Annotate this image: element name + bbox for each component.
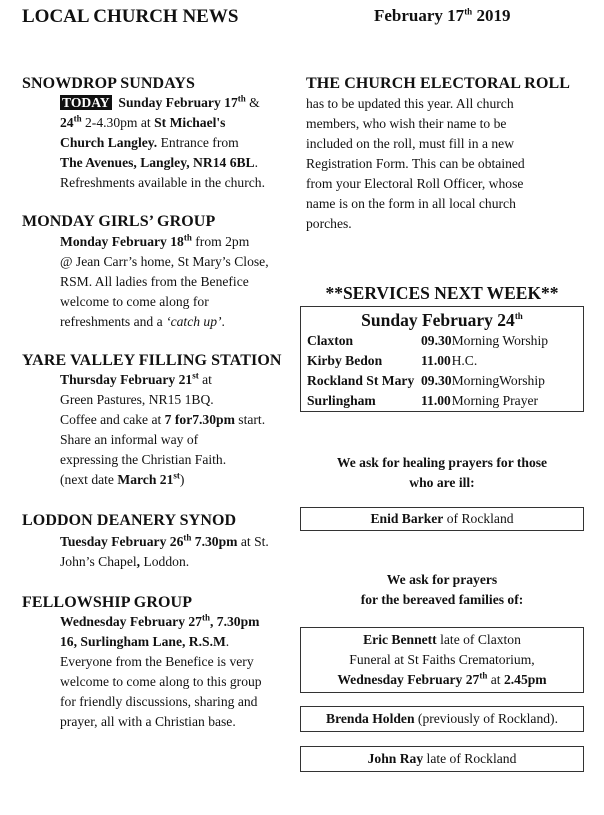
today-badge: TODAY [62,95,110,110]
service-row: Kirby Bedon 11.00 H.C. [307,353,478,368]
monday-girls-title: MONDAY GIRLS’ GROUP [22,213,216,230]
bereaved-entry-1: Eric Bennett late of Claxton Funeral at St Faiths Crematorium, Wednesday February 27th at 2.45pm [300,627,584,693]
service-row: Surlingham 11.00 Morning Prayer [307,393,539,408]
service-row: Rockland St Mary 09.30 MorningWorship [307,373,545,388]
services-heading: Sunday February 24th [361,310,523,330]
healing-heading: We ask for healing prayers for those who are ill: [336,455,548,490]
services-title: **SERVICES NEXT WEEK** [325,283,559,303]
monday-girls-body: Monday February 18th from 2pm @ Jean Carr’s home, St Mary’s Close, RSM. All ladies from the Benefice welcome to come along for refreshments and a ‘catch up’. [60,232,269,329]
fellowship-title: FELLOWSHIP GROUP [22,594,193,611]
electoral-title: THE CHURCH ELECTORAL ROLL [306,75,571,92]
bereaved-entry-3: John Ray late of Rockland [300,746,584,772]
yare-body: Thursday February 21st at Green Pastures, NR15 1BQ. Coffee and cake at 7 for7.30pm start. Share an informal way of expressing the Christian Faith. (next date March 21st) [60,370,266,487]
healing-name-box: Enid Barker of Rockland [300,507,584,531]
yare-title: YARE VALLEY FILLING STATION [22,352,282,369]
electoral-body: has to be updated this year. All church members, who wish their name to be included on the roll, must fill in a new Registration Form. This can be obtained from your Electoral Roll Officer, whose name is on the form in all local church porches. [306,96,525,231]
loddon-title: LODDON DEANERY SYNOD [22,512,237,529]
service-row: Claxton 09.30 Morning Worship [307,333,549,348]
newsletter-date: February 17th 2019 [374,6,511,25]
newsletter-title: LOCAL CHURCH NEWS [22,6,239,27]
bereaved-heading: We ask for prayers for the bereaved families of: [360,572,524,607]
snowdrop-body: TODAY Sunday February 17th & 24th 2-4.30pm at St Michael's Church Langley. Entrance from The Avenues, Langley, NR14 6BL. Refreshments available in the church. [60,93,265,190]
services-box [300,306,584,412]
services-table [307,331,548,411]
loddon-body: Tuesday February 26th 7.30pm at St. John’s Chapel, Loddon. [60,532,269,569]
snowdrop-title: SNOWDROP SUNDAYS [22,75,196,92]
bereaved-entry-2: Brenda Holden (previously of Rockland). [300,706,584,732]
fellowship-body: Wednesday February 27th, 7.30pm 16, Surlingham Lane, R.S.M. Everyone from the Benefice is very welcome to come along to this group for friendly discussions, sharing and prayer, all with a Christian base. [60,612,262,729]
